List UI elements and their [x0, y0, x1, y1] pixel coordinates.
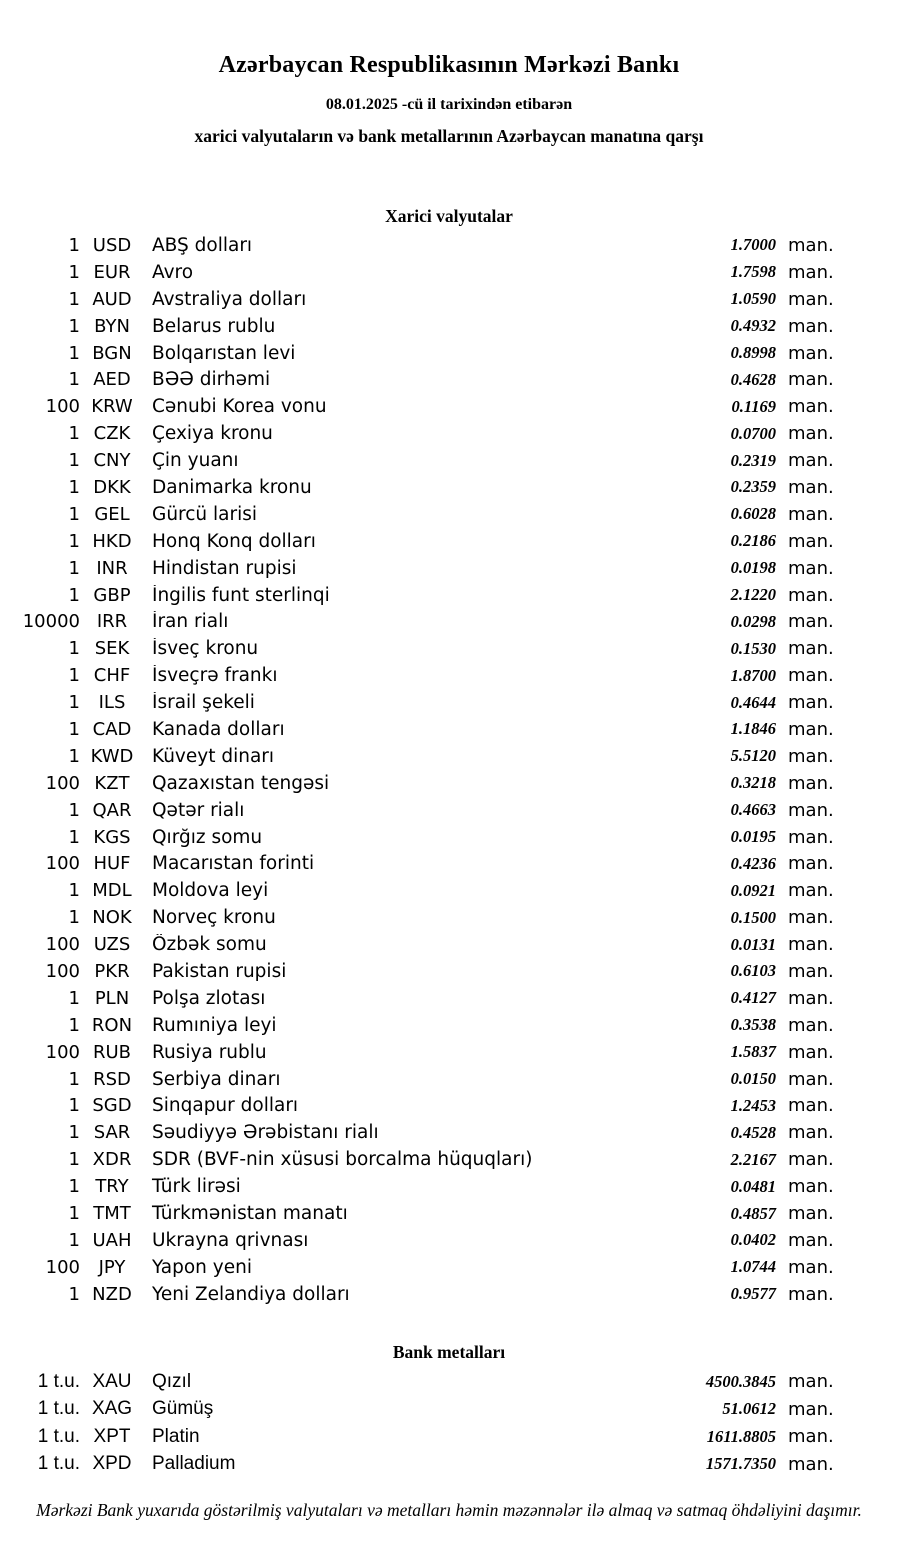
- rate-value-cell: 0.2359: [730, 477, 776, 497]
- quantity-cell: 100: [45, 772, 80, 794]
- rate-row: [0, 582, 898, 609]
- rate-value-cell: 1.0590: [730, 289, 776, 309]
- quantity-cell: 1: [68, 342, 80, 364]
- currency-code-cell: PLN: [94, 987, 130, 1009]
- currency-name-cell: Özbək somu: [152, 934, 267, 956]
- rate-value-cell: 0.0402: [730, 1230, 776, 1250]
- currency-code-cell: XAG: [91, 1398, 133, 1420]
- rate-row: [0, 340, 898, 367]
- currency-name-cell: Çin yuanı: [152, 450, 239, 472]
- rate-value-cell: 0.1169: [731, 396, 776, 416]
- rate-row: [0, 1227, 898, 1254]
- currency-name-cell: Ukrayna qrivnası: [152, 1229, 309, 1251]
- rate-row: [0, 1368, 898, 1396]
- quantity-cell: 1: [68, 1095, 80, 1117]
- quantity-cell: 1: [68, 1203, 80, 1224]
- quantity-cell: 1: [68, 638, 80, 660]
- manat-unit-label: man.: [788, 1426, 834, 1448]
- currency-name-cell: Macarıstan forinti: [152, 853, 315, 875]
- rate-value-cell: 2.1220: [730, 585, 776, 605]
- currency-name-cell: İsveçrə frankı: [152, 665, 278, 687]
- currency-name-cell: Qətər rialı: [152, 799, 245, 821]
- currency-code-cell: SEK: [94, 638, 130, 660]
- quantity-cell: 1: [68, 1283, 80, 1305]
- rate-value-cell: 0.4932: [730, 316, 776, 336]
- currency-code-cell: QAR: [92, 799, 132, 821]
- quantity-cell: 100: [45, 934, 80, 956]
- quantity-cell: 1 t.u.: [37, 1398, 80, 1420]
- currency-name-cell: Avstraliya dolları: [152, 288, 307, 310]
- currency-name-cell: İsveç kronu: [152, 638, 259, 660]
- rate-row: [0, 716, 898, 743]
- currency-name-cell: Küveyt dinarı: [152, 745, 275, 767]
- quantity-cell: 1: [68, 826, 80, 848]
- quantity-cell: 10000: [22, 611, 80, 633]
- currency-name-cell: BƏƏ dirhəmi: [152, 369, 271, 391]
- quantity-cell: 1: [68, 1122, 80, 1144]
- currency-name-cell: ABŞ dolları: [152, 234, 253, 256]
- currency-code-cell: RON: [91, 1014, 133, 1036]
- currency-code-cell: IRR: [96, 611, 128, 633]
- quantity-cell: 1 t.u.: [37, 1370, 80, 1392]
- rate-value-cell: 0.8998: [730, 343, 776, 362]
- manat-unit-label: man.: [788, 772, 834, 794]
- currency-code-cell: PKR: [94, 960, 130, 982]
- manat-unit-label: man.: [788, 1371, 834, 1393]
- manat-unit-label: man.: [788, 987, 834, 1009]
- rate-value-cell: 0.3538: [730, 1015, 776, 1035]
- rate-value-cell: 1.7598: [730, 262, 776, 282]
- currency-code-cell: KGS: [93, 826, 131, 848]
- rate-row: [0, 931, 898, 958]
- section-title-bank-metals: Bank metalları: [392, 1342, 506, 1362]
- currency-code-cell: EUR: [93, 261, 131, 283]
- manat-unit-label: man.: [788, 234, 834, 256]
- currency-code-cell: INR: [96, 557, 128, 579]
- rate-row: [0, 1039, 898, 1066]
- rate-value-cell: 0.0481: [730, 1176, 776, 1196]
- quantity-cell: 1: [68, 1176, 80, 1198]
- quantity-cell: 100: [45, 1256, 80, 1278]
- currency-code-cell: AED: [93, 369, 131, 391]
- quantity-cell: 1: [68, 1149, 80, 1171]
- currency-code-cell: NZD: [92, 1283, 132, 1305]
- manat-unit-label: man.: [788, 1095, 834, 1117]
- currency-name-cell: Moldova leyi: [152, 880, 269, 902]
- rate-value-cell: 1.0744: [730, 1257, 776, 1277]
- currency-name-cell: Avro: [152, 261, 194, 283]
- currency-code-cell: XDR: [92, 1149, 132, 1171]
- rate-row: [0, 393, 898, 420]
- currency-code-cell: GEL: [94, 503, 130, 525]
- currency-code-cell: SGD: [92, 1095, 132, 1117]
- quantity-cell: 1: [68, 799, 80, 821]
- rate-row: [0, 1093, 898, 1120]
- rate-value-cell: 0.0131: [730, 934, 776, 954]
- rate-value-cell: 0.4644: [730, 692, 776, 712]
- rate-row: [0, 1200, 898, 1227]
- currency-code-cell: XPT: [93, 1425, 131, 1447]
- currency-name-cell: Gürcü larisi: [152, 503, 258, 525]
- rate-row: [0, 1173, 898, 1200]
- rate-row: [0, 259, 898, 286]
- manat-unit-label: man.: [788, 611, 834, 633]
- currency-name-cell: Qırğız somu: [152, 826, 263, 848]
- currency-name-cell: İran rialı: [152, 611, 229, 633]
- rate-row: [0, 1119, 898, 1146]
- currency-name-cell: Palladium: [152, 1453, 236, 1475]
- rate-row: [0, 985, 898, 1012]
- rate-value-cell: 4500.3845: [705, 1371, 776, 1391]
- manat-unit-label: man.: [788, 1068, 834, 1090]
- rate-value-cell: 0.2319: [730, 450, 776, 470]
- rate-value-cell: 0.4236: [730, 853, 776, 873]
- currency-name-cell: Qızıl: [152, 1370, 192, 1392]
- currency-code-cell: KZT: [94, 772, 130, 794]
- quantity-cell: 1: [68, 584, 80, 606]
- manat-unit-label: man.: [788, 450, 834, 472]
- rate-value-cell: 0.3218: [730, 773, 776, 793]
- quantity-cell: 1: [68, 1014, 80, 1036]
- quantity-cell: 100: [45, 1041, 80, 1063]
- page-title: Azərbaycan Respublikasının Mərkəzi Bankı: [218, 52, 680, 78]
- quantity-cell: 1: [68, 880, 80, 902]
- manat-unit-label: man.: [788, 584, 834, 606]
- rate-value-cell: 0.1500: [730, 907, 776, 927]
- rate-value-cell: 0.0195: [730, 827, 776, 847]
- manat-unit-label: man.: [788, 369, 834, 391]
- rate-row: [0, 1423, 898, 1451]
- quantity-cell: 1 t.u.: [37, 1425, 80, 1447]
- manat-unit-label: man.: [788, 423, 834, 445]
- manat-unit-label: man.: [788, 1256, 834, 1278]
- rate-row: [0, 608, 898, 635]
- currency-name-cell: Honq Konq dolları: [152, 530, 316, 552]
- manat-unit-label: man.: [788, 1176, 834, 1198]
- quantity-cell: 100: [45, 396, 80, 418]
- rate-row: [0, 1146, 898, 1173]
- rate-row: [0, 501, 898, 528]
- currency-name-cell: Kanada dolları: [152, 718, 285, 740]
- manat-unit-label: man.: [788, 1283, 834, 1305]
- currency-name-cell: Rusiya rublu: [152, 1041, 267, 1063]
- rate-row: [0, 528, 898, 555]
- quantity-cell: 1: [68, 234, 80, 256]
- currency-code-cell: ILS: [98, 692, 126, 714]
- currency-name-cell: Yeni Zelandiya dolları: [152, 1283, 350, 1305]
- currency-name-cell: Rumıniya leyi: [152, 1014, 277, 1036]
- currency-code-cell: USD: [92, 234, 132, 256]
- quantity-cell: 1: [68, 718, 80, 740]
- currency-code-cell: MDL: [92, 880, 132, 902]
- rate-value-cell: 1.7000: [730, 235, 776, 255]
- currency-name-cell: Polşa zlotası: [152, 987, 266, 1009]
- quantity-cell: 1: [68, 423, 80, 445]
- manat-unit-label: man.: [788, 1041, 834, 1063]
- rate-row: [0, 958, 898, 985]
- currency-name-cell: Türkmənistan manatı: [152, 1203, 348, 1224]
- rate-row: [0, 474, 898, 501]
- quantity-cell: 100: [45, 960, 80, 982]
- manat-unit-label: man.: [788, 745, 834, 767]
- manat-unit-label: man.: [788, 288, 834, 310]
- currency-name-cell: Serbiya dinarı: [152, 1068, 281, 1090]
- rate-row: [0, 286, 898, 313]
- rate-row: [0, 904, 898, 931]
- currency-code-cell: GBP: [93, 584, 131, 606]
- currency-name-cell: Hindistan rupisi: [152, 557, 297, 579]
- currency-code-cell: TRY: [95, 1176, 129, 1198]
- quantity-cell: 1: [68, 369, 80, 391]
- rate-row: [0, 447, 898, 474]
- manat-unit-label: man.: [788, 1203, 834, 1224]
- subject-line: xarici valyutaların və bank metallarının Azərbaycan manatına qarşı: [194, 126, 704, 146]
- rate-row: [0, 420, 898, 447]
- quantity-cell: 1: [68, 450, 80, 472]
- manat-unit-label: man.: [788, 960, 834, 982]
- rate-value-cell: 1.1846: [730, 719, 776, 739]
- manat-unit-label: man.: [788, 907, 834, 929]
- currency-code-cell: BGN: [92, 342, 132, 364]
- currency-name-cell: Səudiyyə Ərəbistanı rialı: [152, 1122, 379, 1144]
- rate-value-cell: 0.0150: [730, 1069, 776, 1089]
- section-title-foreign-currencies: Xarici valyutalar: [385, 206, 513, 226]
- manat-unit-label: man.: [788, 934, 834, 956]
- rate-row: [0, 1396, 898, 1424]
- rate-value-cell: 0.4628: [730, 369, 776, 389]
- currency-name-cell: Yapon yeni: [152, 1256, 252, 1278]
- manat-unit-label: man.: [788, 665, 834, 687]
- currency-code-cell: XPD: [92, 1453, 132, 1475]
- currency-code-cell: DKK: [93, 476, 131, 498]
- quantity-cell: 1: [68, 1229, 80, 1251]
- manat-unit-label: man.: [788, 1149, 834, 1171]
- quantity-cell: 1: [68, 665, 80, 687]
- quantity-cell: 1: [68, 288, 80, 310]
- currency-name-cell: Cənubi Korea vonu: [152, 396, 327, 418]
- currency-name-cell: Danimarka kronu: [152, 476, 312, 498]
- rate-row: [0, 1281, 898, 1308]
- rate-row: [0, 555, 898, 582]
- currency-code-cell: AUD: [92, 288, 132, 310]
- rate-value-cell: 0.0298: [730, 611, 776, 631]
- rate-row: [0, 1254, 898, 1281]
- manat-unit-label: man.: [788, 530, 834, 552]
- rate-value-cell: 0.4528: [730, 1122, 776, 1142]
- manat-unit-label: man.: [788, 1014, 834, 1036]
- manat-unit-label: man.: [788, 718, 834, 740]
- rate-row: [0, 1066, 898, 1093]
- rate-value-cell: 1.2453: [730, 1095, 776, 1115]
- manat-unit-label: man.: [788, 1229, 834, 1251]
- rate-row: [0, 743, 898, 770]
- manat-unit-label: man.: [788, 1122, 834, 1144]
- rate-row: [0, 1012, 898, 1039]
- currency-code-cell: BYN: [94, 315, 130, 337]
- currency-name-cell: İngilis funt sterlinqi: [152, 584, 330, 606]
- currency-name-cell: Bolqarıstan levi: [152, 342, 296, 364]
- currency-code-cell: JPY: [98, 1256, 126, 1278]
- currency-code-cell: SAR: [93, 1122, 131, 1144]
- currency-code-cell: KWD: [90, 745, 134, 767]
- rate-value-cell: 0.2186: [730, 531, 776, 551]
- currency-code-cell: CNY: [93, 450, 131, 472]
- disclaimer-footer: Mərkəzi Bank yuxarıda göstərilmiş valyutaları və metalları həmin məzənnələr ilə almaq və satmaq öhdəliyini daşımır.: [36, 1500, 862, 1520]
- currency-code-cell: CHF: [93, 665, 131, 687]
- manat-unit-label: man.: [788, 476, 834, 498]
- manat-unit-label: man.: [788, 853, 834, 875]
- rate-value-cell: 0.0700: [730, 423, 776, 443]
- manat-unit-label: man.: [788, 396, 834, 418]
- currency-name-cell: Qazaxıstan tengəsi: [152, 772, 330, 794]
- quantity-cell: 1: [68, 315, 80, 337]
- rate-value-cell: 0.0198: [730, 558, 776, 578]
- rate-row: [0, 770, 898, 797]
- rate-value-cell: 0.6103: [730, 961, 776, 981]
- manat-unit-label: man.: [788, 826, 834, 848]
- currency-code-cell: UAH: [92, 1229, 132, 1251]
- manat-unit-label: man.: [788, 880, 834, 902]
- quantity-cell: 1 t.u.: [37, 1453, 80, 1475]
- rate-value-cell: 0.4663: [730, 800, 776, 820]
- effective-date-line: 08.01.2025 -cü il tarixindən etibarən: [325, 96, 573, 113]
- manat-unit-label: man.: [788, 1453, 834, 1475]
- rate-value-cell: 0.0921: [730, 880, 776, 900]
- rate-row: [0, 366, 898, 393]
- quantity-cell: 1: [68, 261, 80, 283]
- currency-code-cell: UZS: [93, 934, 131, 956]
- manat-unit-label: man.: [788, 1398, 834, 1420]
- quantity-cell: 1: [68, 987, 80, 1009]
- rate-row: [0, 1451, 898, 1479]
- quantity-cell: 1: [68, 1068, 80, 1090]
- quantity-cell: 1: [68, 745, 80, 767]
- quantity-cell: 1: [68, 692, 80, 714]
- currency-name-cell: Norveç kronu: [152, 907, 276, 929]
- currency-name-cell: SDR (BVF-nin xüsusi borcalma hüquqları): [152, 1149, 533, 1171]
- currency-code-cell: HKD: [92, 530, 132, 552]
- currency-name-cell: Sinqapur dolları: [152, 1095, 299, 1117]
- manat-unit-label: man.: [788, 342, 834, 364]
- rate-value-cell: 0.4127: [730, 988, 776, 1008]
- currency-code-cell: HUF: [93, 853, 131, 875]
- manat-unit-label: man.: [788, 503, 834, 525]
- currency-name-cell: İsrail şekeli: [152, 692, 255, 714]
- currency-code-cell: XAU: [92, 1370, 132, 1392]
- currency-code-cell: KRW: [91, 396, 133, 418]
- currency-code-cell: TMT: [93, 1203, 131, 1224]
- rate-value-cell: 1571.7350: [705, 1454, 776, 1474]
- rate-value-cell: 1.8700: [730, 665, 776, 685]
- quantity-cell: 1: [68, 907, 80, 929]
- rate-row: [0, 850, 898, 877]
- currency-name-cell: Platin: [152, 1425, 200, 1447]
- rate-row: [0, 797, 898, 824]
- quantity-cell: 1: [68, 557, 80, 579]
- rate-value-cell: 0.6028: [730, 504, 776, 524]
- metal-rate-table: [0, 1368, 898, 1478]
- currency-code-cell: NOK: [92, 907, 132, 929]
- currency-name-cell: Türk lirəsi: [152, 1176, 241, 1198]
- rate-row: [0, 824, 898, 851]
- rate-value-cell: 0.4857: [730, 1203, 776, 1223]
- rate-value-cell: 0.9577: [730, 1284, 776, 1304]
- rate-row: [0, 689, 898, 716]
- manat-unit-label: man.: [788, 557, 834, 579]
- quantity-cell: 1: [68, 476, 80, 498]
- rate-value-cell: 5.5120: [730, 746, 776, 766]
- currency-code-cell: CZK: [93, 423, 131, 445]
- rate-value-cell: 1.5837: [730, 1042, 776, 1062]
- quantity-cell: 1: [68, 530, 80, 552]
- manat-unit-label: man.: [788, 638, 834, 660]
- rate-row: [0, 877, 898, 904]
- currency-rate-table: [0, 232, 898, 1308]
- rate-row: [0, 662, 898, 689]
- currency-code-cell: RUB: [92, 1041, 132, 1063]
- quantity-cell: 1: [68, 503, 80, 525]
- rate-row: [0, 232, 898, 259]
- currency-code-cell: CAD: [92, 718, 132, 740]
- manat-unit-label: man.: [788, 692, 834, 714]
- manat-unit-label: man.: [788, 799, 834, 821]
- currency-name-cell: Belarus rublu: [152, 315, 276, 337]
- rate-row: [0, 313, 898, 340]
- rate-row: [0, 635, 898, 662]
- rate-value-cell: 0.1530: [730, 638, 776, 658]
- manat-unit-label: man.: [788, 261, 834, 283]
- currency-code-cell: RSD: [93, 1068, 131, 1090]
- manat-unit-label: man.: [788, 315, 834, 337]
- rate-value-cell: 1611.8805: [706, 1426, 776, 1446]
- currency-name-cell: Çexiya kronu: [152, 423, 273, 445]
- rate-value-cell: 2.2167: [730, 1149, 776, 1169]
- currency-name-cell: Pakistan rupisi: [152, 960, 287, 982]
- currency-name-cell: Gümüş: [152, 1398, 214, 1420]
- rate-value-cell: 51.0612: [722, 1399, 776, 1419]
- quantity-cell: 100: [45, 853, 80, 875]
